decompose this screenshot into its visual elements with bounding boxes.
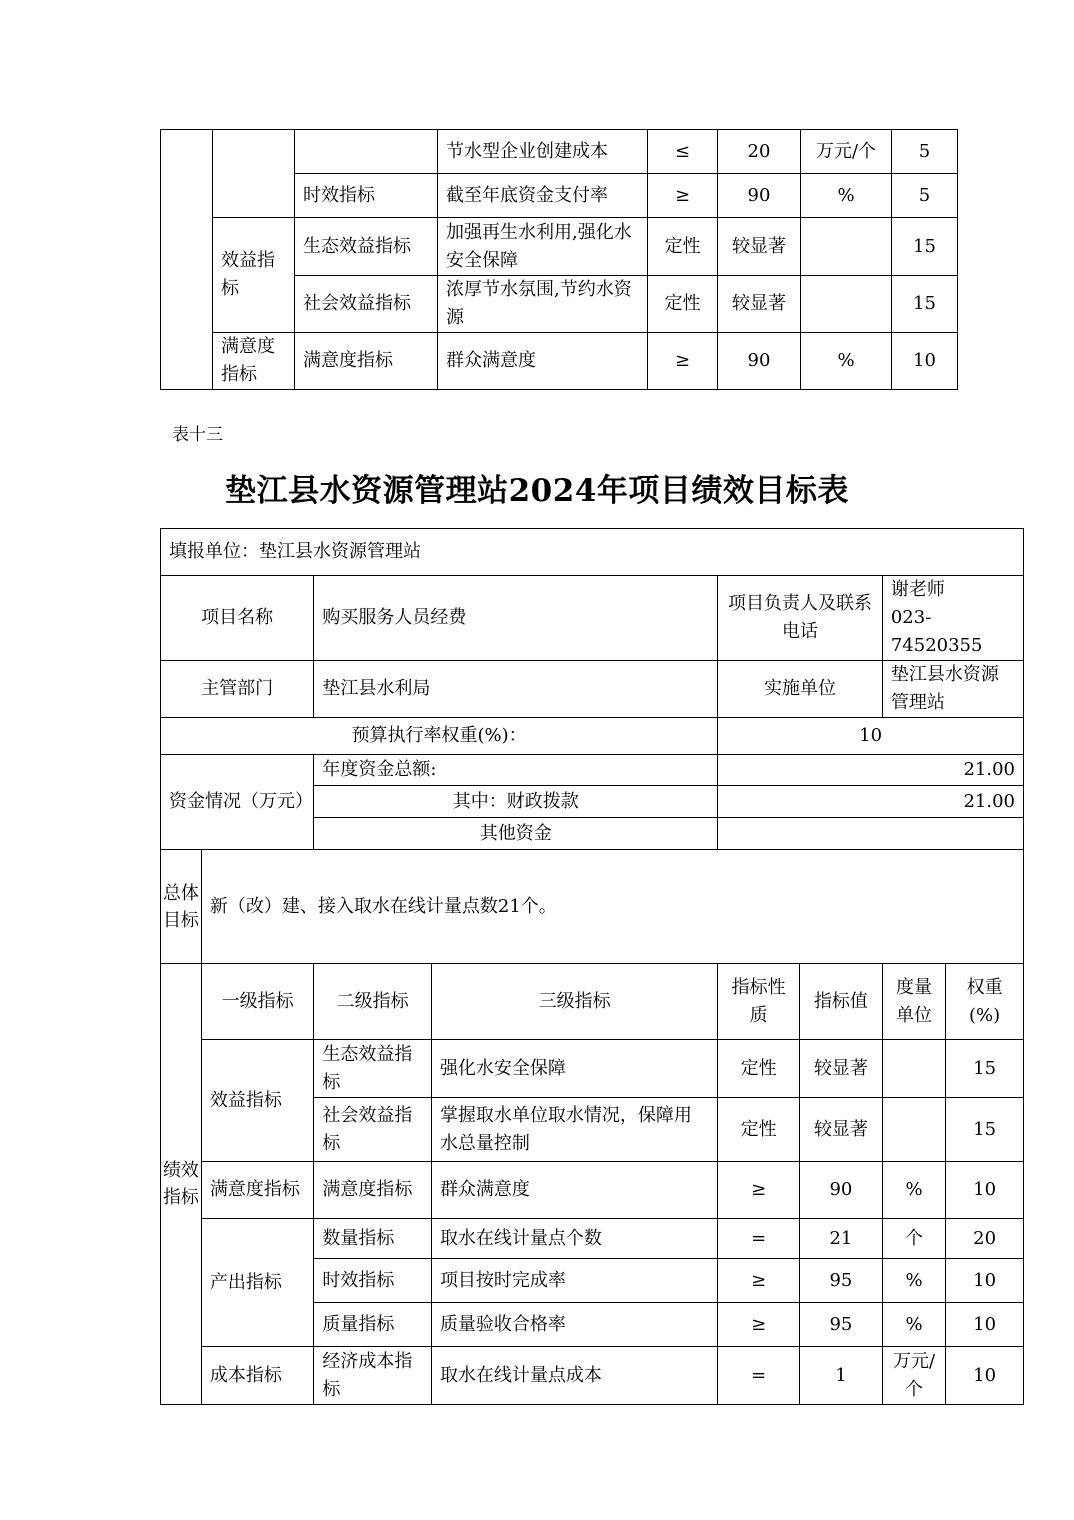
level2-cell: 生态效益指标 [314,1040,432,1098]
nature-cell: ≤ [648,130,718,174]
value-cell: 21 [800,1219,883,1259]
weight-cell: 15 [892,218,958,276]
impl-unit-value: 垫江县水资源管理站 [882,661,1023,718]
header-unit: 度量单位 [882,964,945,1040]
nature-cell: 定性 [648,276,718,333]
contact-name: 谢老师 [890,579,945,600]
unit-cell [882,1040,945,1098]
level3-cell: 浓厚节水氛围,节约水资源 [438,276,648,333]
merged-level0-cell [161,130,213,390]
unit-cell [882,1098,945,1162]
level3-cell: 取水在线计量点个数 [431,1219,717,1259]
value-cell: 90 [718,333,801,390]
level3-cell: 加强再生水利用,强化水安全保障 [438,218,648,276]
impl-unit-label: 实施单位 [718,661,883,718]
funds-other-label: 其他资金 [314,818,718,850]
continued-indicator-table [160,129,958,390]
value-cell: 95 [800,1259,883,1303]
level3-cell: 截至年底资金支付率 [438,174,648,218]
unit-cell: % [882,1162,945,1219]
funds-fiscal-label: 其中：财政拨款 [314,786,718,818]
level2-cell: 满意度指标 [314,1162,432,1219]
unit-cell: 万元/个 [882,1347,945,1405]
weight-cell: 5 [892,130,958,174]
funds-other-value [718,818,1024,850]
unit-cell [801,218,892,276]
level3-cell: 取水在线计量点成本 [431,1347,717,1405]
level2-cell: 时效指标 [314,1259,432,1303]
header-level3: 三级指标 [431,964,717,1040]
group-satisfaction: 满意度指标 [201,1162,313,1219]
weight-cell: 15 [946,1040,1024,1098]
contact-label: 项目负责人及联系电话 [718,576,883,661]
level3-cell: 强化水安全保障 [431,1040,717,1098]
unit-cell: % [801,333,892,390]
merged-level1-cell [213,130,295,218]
value-cell: 较显著 [718,276,801,333]
level3-cell: 项目按时完成率 [431,1259,717,1303]
dept-value: 垫江县水利局 [314,661,718,718]
satisfaction-group-label: 满意度指标 [213,333,295,390]
header-weight: 权重(%) [946,964,1024,1040]
level3-cell: 群众满意度 [431,1162,717,1219]
table-number-label: 表十三 [172,425,223,445]
unit-cell: % [882,1303,945,1347]
benefit-group-label: 效益指标 [213,218,295,333]
project-name: 购买服务人员经费 [314,576,718,661]
level3-cell: 群众满意度 [438,333,648,390]
value-cell: 较显著 [800,1098,883,1162]
level2-cell: 质量指标 [314,1303,432,1347]
funds-total-label: 年度资金总额: [314,755,718,786]
group-benefit: 效益指标 [201,1040,313,1162]
header-level2: 二级指标 [314,964,432,1040]
value-cell: 20 [718,130,801,174]
nature-cell: 定性 [718,1098,800,1162]
weight-cell: 5 [892,174,958,218]
performance-indicator-label: 绩效指标 [161,964,202,1405]
level2-cell: 社会效益指标 [295,276,438,333]
nature-cell: 定性 [648,218,718,276]
weight-cell: 15 [946,1098,1024,1162]
nature-cell: 定性 [718,1040,800,1098]
value-cell: 较显著 [718,218,801,276]
value-cell: 90 [718,174,801,218]
funds-fiscal-value: 21.00 [718,786,1024,818]
unit-cell: 万元/个 [801,130,892,174]
level2-cell: 社会效益指标 [314,1098,432,1162]
budget-weight-label: 预算执行率权重(%)： [161,718,718,755]
level2-cell [295,130,438,174]
budget-weight-value: 10 [718,718,1024,755]
header-value: 指标值 [800,964,883,1040]
overall-goal-text: 新（改）建、接入取水在线计量点数21个。 [201,850,1023,964]
header-level1: 一级指标 [201,964,313,1040]
level3-cell: 节水型企业创建成本 [438,130,648,174]
project-name-label: 项目名称 [161,576,314,661]
value-cell: 90 [800,1162,883,1219]
nature-cell: = [718,1347,800,1405]
nature-cell: ≥ [718,1162,800,1219]
unit-cell: % [801,174,892,218]
weight-cell: 15 [892,276,958,333]
group-cost: 成本指标 [201,1347,313,1405]
level3-cell: 掌握取水单位取水情况，保障用水总量控制 [431,1098,717,1162]
weight-cell: 10 [892,333,958,390]
funds-label: 资金情况（万元） [161,755,314,850]
table-row [161,1162,1024,1219]
weight-cell: 10 [946,1303,1024,1347]
unit-cell: % [882,1259,945,1303]
level2-cell: 生态效益指标 [295,218,438,276]
value-cell: 95 [800,1303,883,1347]
unit-cell: 个 [882,1219,945,1259]
nature-cell: ≥ [648,174,718,218]
level2-cell: 满意度指标 [295,333,438,390]
group-output: 产出指标 [201,1219,313,1347]
document-title: 垫江县水资源管理站2024年项目绩效目标表 [225,473,849,509]
nature-cell: ≥ [718,1259,800,1303]
nature-cell: ≥ [718,1303,800,1347]
value-cell: 较显著 [800,1040,883,1098]
level2-cell: 时效指标 [295,174,438,218]
level3-cell: 质量验收合格率 [431,1303,717,1347]
nature-cell: = [718,1219,800,1259]
overall-goal-label: 总体目标 [161,850,202,964]
dept-label: 主管部门 [161,661,314,718]
contact-info [882,576,1023,661]
value-cell: 1 [800,1347,883,1405]
table-row [161,1347,1024,1405]
performance-target-table [160,528,1024,1405]
contact-phone: 023-74520355 [890,607,983,656]
level2-cell: 数量指标 [314,1219,432,1259]
nature-cell: ≥ [648,333,718,390]
funds-total-value: 21.00 [718,755,1024,786]
weight-cell: 10 [946,1347,1024,1405]
weight-cell: 10 [946,1259,1024,1303]
weight-cell: 20 [946,1219,1024,1259]
reporting-unit: 填报单位：垫江县水资源管理站 [161,529,1024,576]
table-row [161,1040,1024,1098]
level2-cell: 经济成本指标 [314,1347,432,1405]
unit-cell [801,276,892,333]
table-row [161,1219,1024,1259]
header-nature: 指标性质 [718,964,800,1040]
weight-cell: 10 [946,1162,1024,1219]
